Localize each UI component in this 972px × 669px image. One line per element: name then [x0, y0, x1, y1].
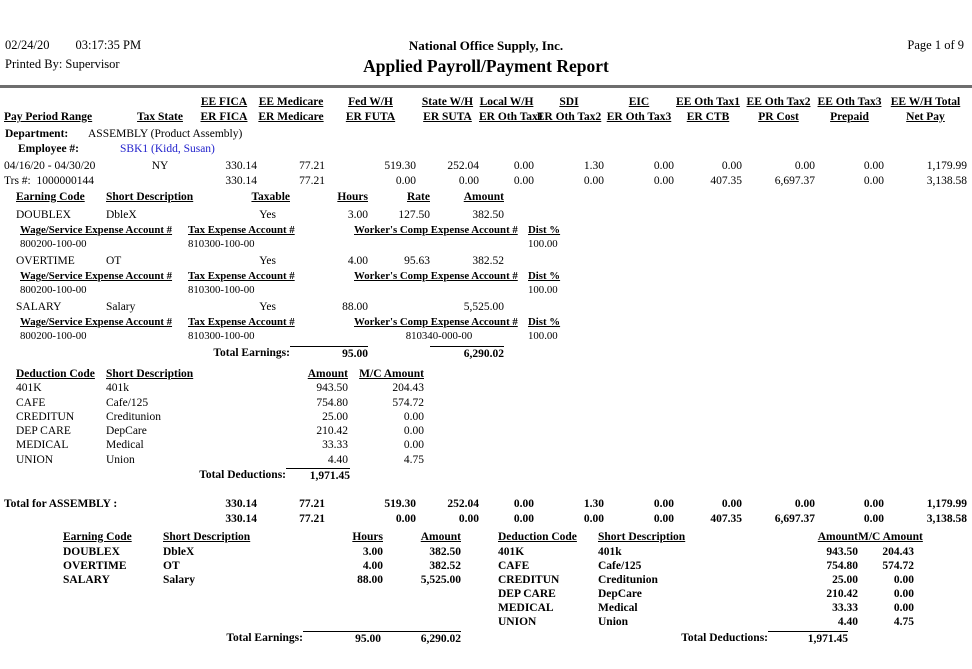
department-row — [0, 127, 972, 142]
summary-col-header: M/C Amount — [858, 531, 923, 544]
account-header-row — [20, 315, 972, 329]
summary-deduction-row — [498, 559, 914, 573]
total-earnings-amount: 6,290.02 — [430, 346, 504, 362]
earning-hours: 88.00 — [342, 301, 368, 313]
earning-group — [0, 300, 972, 343]
earning-code: OVERTIME — [16, 255, 75, 267]
summary-deduction-cell: 401K — [498, 546, 525, 559]
department-total-value: 0.00 — [653, 498, 674, 511]
earning-amount: 382.52 — [472, 255, 504, 267]
summary-earning-cell: OT — [163, 560, 180, 573]
tax-expense-account: 810300-100-00 — [188, 330, 255, 342]
summary-deduction-cell: 401k — [598, 546, 622, 559]
report-time: 03:17:35 PM — [75, 38, 142, 52]
department-label: Department: — [5, 128, 69, 140]
wage-expense-account: 800200-100-00 — [20, 330, 87, 342]
summary-earning-cell: 5,525.00 — [420, 574, 461, 587]
summary-total-earnings-hours: 95.00 — [303, 631, 381, 647]
tax-value: 330.14 — [225, 175, 257, 187]
summary-deduction-row — [498, 601, 914, 615]
deduction-code: MEDICAL — [16, 439, 69, 452]
summary-deduction-cell: 25.00 — [832, 574, 858, 587]
workers-comp-account-header: Worker's Comp Expense Account # — [354, 316, 518, 328]
short-description-header: Short Description — [106, 368, 194, 380]
summary-earnings-table — [63, 530, 461, 629]
summary-deduction-cell: CAFE — [498, 560, 530, 573]
tax-col-spacer — [129, 95, 191, 110]
tax-col-header: Prepaid — [830, 111, 869, 123]
employee-tax-row — [0, 159, 972, 174]
dist-pct: 100.00 — [528, 238, 558, 250]
dist-pct: 100.00 — [528, 330, 558, 342]
earning-hours: 3.00 — [347, 209, 368, 221]
summary-earning-cell: 88.00 — [357, 574, 383, 587]
hours-header: Hours — [337, 191, 368, 203]
total-earnings-hours: 95.00 — [290, 346, 368, 362]
earning-description: DbleX — [106, 209, 137, 221]
summary-earning-row — [63, 559, 461, 573]
summary-deductions-header — [498, 530, 923, 545]
deductions-header-row — [16, 367, 972, 381]
deduction-mc-amount: 0.00 — [403, 410, 424, 423]
account-header-row — [20, 223, 972, 237]
workers-comp-account-header: Worker's Comp Expense Account # — [354, 270, 518, 282]
deduction-description: Cafe/125 — [106, 396, 149, 409]
tax-value: 0.00 — [583, 175, 604, 187]
wage-expense-account-header: Wage/Service Expense Account # — [20, 224, 173, 236]
summary-col-header: Earning Code — [63, 531, 132, 544]
amount-header: Amount — [463, 191, 504, 203]
summary-earning-cell: SALARY — [63, 574, 110, 587]
tax-col-header: ER FUTA — [345, 111, 396, 123]
summary-deduction-row — [498, 545, 914, 559]
deduction-row — [16, 381, 972, 395]
pay-period-or-trs: 04/16/20 - 04/30/20 — [4, 160, 96, 172]
dist-pct-header: Dist % — [528, 224, 561, 236]
deduction-row — [16, 424, 972, 438]
workers-comp-account: 810340-000-00 — [405, 330, 473, 342]
summary-col-header: Amount — [420, 531, 461, 544]
tax-value: 0.00 — [794, 160, 815, 172]
deduction-amount: 754.80 — [316, 396, 348, 409]
tax-column-headers — [0, 95, 972, 125]
summary-deduction-cell: 204.43 — [882, 546, 914, 559]
earning-row — [16, 208, 972, 223]
earning-code-header: Earning Code — [16, 191, 85, 203]
summary-earnings-header — [63, 530, 461, 545]
tax-col-header: EE Oth Tax2 — [746, 96, 811, 108]
tax-col-spacer — [4, 95, 129, 110]
earning-group — [0, 208, 972, 251]
tax-expense-account: 810300-100-00 — [188, 284, 255, 296]
summary-col-header: Deduction Code — [498, 531, 577, 544]
tax-col-header: SDI — [559, 96, 579, 108]
tax-expense-account-header: Tax Expense Account # — [188, 270, 295, 282]
earning-row — [16, 300, 972, 315]
report-title: Applied Payroll/Payment Report — [363, 56, 609, 76]
tax-expense-account: 810300-100-00 — [188, 238, 255, 250]
tax-col-header: Pay Period Range — [4, 111, 93, 123]
tax-value: 0.00 — [863, 175, 884, 187]
account-value-row — [20, 237, 972, 251]
summary-deduction-cell: 0.00 — [893, 574, 914, 587]
summary-tables — [63, 530, 972, 629]
summary-deduction-row — [498, 587, 914, 601]
tax-col-header: EE FICA — [200, 96, 248, 108]
deduction-mc-amount: 574.72 — [392, 396, 424, 409]
tax-value: 0.00 — [513, 160, 534, 172]
earnings-section — [0, 190, 972, 362]
tax-value: 0.00 — [513, 175, 534, 187]
department-total-value: 0.00 — [395, 513, 416, 526]
page-header — [0, 0, 972, 85]
summary-earning-cell: DOUBLEX — [63, 546, 120, 559]
tax-state — [129, 174, 191, 189]
summary-deduction-cell: DepCare — [598, 588, 642, 601]
summary-deduction-cell: 4.40 — [837, 616, 858, 629]
department-total-value: 0.00 — [863, 498, 884, 511]
department-total-value: 0.00 — [583, 513, 604, 526]
summary-totals-row — [0, 631, 972, 647]
earning-code: SALARY — [16, 301, 62, 313]
tax-value: 0.00 — [458, 175, 479, 187]
employee-tax-row — [0, 174, 972, 189]
mc-amount-header: M/C Amount — [359, 368, 424, 380]
total-deductions-label: Total Deductions: — [199, 469, 286, 482]
header-divider — [0, 85, 972, 88]
summary-earning-cell: 3.00 — [362, 546, 383, 559]
wage-expense-account: 800200-100-00 — [20, 284, 87, 296]
employee-link[interactable]: SBK1 (Kidd, Susan) — [120, 143, 215, 155]
earnings-total-row — [16, 346, 972, 362]
tax-value: 0.00 — [721, 160, 742, 172]
tax-value: 77.21 — [299, 160, 325, 172]
tax-value: 1,179.99 — [926, 160, 967, 172]
dist-pct-header: Dist % — [528, 316, 561, 328]
earnings-header-row — [16, 190, 972, 205]
summary-deduction-cell: 33.33 — [832, 602, 858, 615]
account-header-row — [20, 269, 972, 283]
tax-col-header: Tax State — [137, 111, 183, 123]
deduction-amount: 25.00 — [322, 410, 348, 423]
report-titles — [0, 38, 972, 77]
summary-deduction-cell: Creditunion — [598, 574, 658, 587]
tax-value: 407.35 — [710, 175, 742, 187]
deduction-description: Union — [106, 453, 135, 466]
pay-period-or-trs: Trs #: 1000000144 — [4, 175, 94, 187]
department-total-value: 1.30 — [583, 498, 604, 511]
earning-description: OT — [106, 255, 122, 267]
workers-comp-account — [354, 237, 524, 251]
tax-col-header: ER CTB — [686, 111, 730, 123]
department-summary-section — [0, 530, 972, 647]
deduction-amount: 943.50 — [316, 382, 348, 395]
tax-col-header: ER SUTA — [423, 111, 472, 123]
department-total-value: 77.21 — [299, 498, 325, 511]
employee-number-label: Employee #: — [18, 143, 80, 155]
earning-rate: 95.63 — [404, 255, 430, 267]
total-deductions-amount: 1,971.45 — [286, 468, 350, 484]
earning-row — [16, 254, 972, 269]
department-total-row — [0, 512, 972, 527]
tax-value: 3,138.58 — [926, 175, 967, 187]
summary-deductions-table — [461, 530, 923, 629]
summary-earning-cell: OVERTIME — [63, 560, 127, 573]
department-total-value: 330.14 — [225, 513, 257, 526]
total-earnings-label: Total Earnings: — [213, 347, 290, 359]
department-total-value: 519.30 — [384, 498, 416, 511]
deduction-code: UNION — [16, 453, 54, 466]
tax-value: 0.00 — [653, 175, 674, 187]
deduction-row — [16, 453, 972, 467]
deduction-description: DepCare — [106, 425, 147, 438]
deduction-row — [16, 438, 972, 452]
department-total-value: 3,138.58 — [926, 513, 967, 526]
summary-deduction-cell: 574.72 — [882, 560, 914, 573]
amount-header: Amount — [307, 368, 348, 380]
deduction-mc-amount: 0.00 — [403, 425, 424, 438]
summary-deduction-cell: MEDICAL — [498, 602, 554, 615]
tax-col-header: PR Cost — [758, 111, 799, 123]
summary-earning-cell: 382.50 — [429, 546, 461, 559]
summary-earning-row — [63, 573, 461, 587]
deduction-mc-amount: 0.00 — [403, 439, 424, 452]
deductions-total-row — [16, 468, 972, 484]
tax-expense-account-header: Tax Expense Account # — [188, 316, 295, 328]
department-total-value: 6,697.37 — [774, 513, 815, 526]
dist-pct-header: Dist % — [528, 270, 561, 282]
tax-col-header: ER Oth Tax2 — [536, 111, 602, 123]
employee-tax-rows — [0, 159, 972, 189]
deduction-row — [16, 410, 972, 424]
deduction-code-header: Deduction Code — [16, 368, 95, 380]
summary-col-header: Short Description — [163, 531, 251, 544]
earning-amount: 5,525.00 — [463, 301, 504, 313]
spacer — [368, 346, 430, 362]
wage-expense-account-header: Wage/Service Expense Account # — [20, 316, 173, 328]
summary-deduction-cell: Medical — [598, 602, 638, 615]
summary-deduction-cell: 4.75 — [893, 616, 914, 629]
earning-amount: 382.50 — [472, 209, 504, 221]
employee-row — [0, 142, 972, 157]
deduction-code: CREDITUN — [16, 410, 75, 423]
summary-deduction-cell: 0.00 — [893, 588, 914, 601]
earning-rate — [368, 300, 430, 315]
tax-expense-account-header: Tax Expense Account # — [188, 224, 295, 236]
earning-hours: 4.00 — [347, 255, 368, 267]
deduction-amount: 4.40 — [327, 453, 348, 466]
summary-total-earnings-label: Total Earnings: — [226, 632, 303, 645]
summary-deduction-cell: DEP CARE — [498, 588, 556, 601]
tax-state: NY — [151, 160, 169, 172]
spacer — [4, 512, 191, 527]
tax-col-header: Fed W/H — [348, 96, 393, 108]
tax-col-header: EE Oth Tax1 — [676, 96, 740, 108]
department-total-value: 0.00 — [653, 513, 674, 526]
printed-by-value: Supervisor — [65, 57, 120, 71]
department-total-value: 407.35 — [710, 513, 742, 526]
tax-col-header: ER Medicare — [258, 111, 324, 123]
department-total-value: 252.04 — [447, 498, 479, 511]
tax-value: 77.21 — [299, 175, 325, 187]
account-value-row — [20, 329, 972, 343]
summary-col-header: Amount — [817, 531, 858, 544]
tax-value: 0.00 — [863, 160, 884, 172]
printed-by-label: Printed By: — [5, 57, 63, 71]
tax-col-header: State W/H — [421, 96, 474, 108]
tax-value: 330.14 — [225, 160, 257, 172]
department-total-value: 0.00 — [513, 513, 534, 526]
department-total-value: 330.14 — [225, 498, 257, 511]
account-value-row — [20, 283, 972, 297]
tax-value: 0.00 — [395, 175, 416, 187]
earning-taxable: Yes — [259, 255, 276, 267]
deduction-description: 401k — [106, 382, 129, 395]
summary-total-deductions-amount: 1,971.45 — [768, 631, 848, 647]
summary-earning-cell: 382.52 — [429, 560, 461, 573]
department-total-value: 0.00 — [513, 498, 534, 511]
summary-col-header: Hours — [352, 531, 383, 544]
tax-value: 0.00 — [653, 160, 674, 172]
summary-earning-row — [63, 545, 461, 559]
summary-earning-cell: DbleX — [163, 546, 195, 559]
deduction-code: 401K — [16, 382, 42, 395]
summary-col-header: Short Description — [598, 531, 686, 544]
report-date: 02/24/20 — [5, 38, 50, 52]
tax-value: 1.30 — [583, 160, 604, 172]
deduction-amount: 33.33 — [322, 439, 348, 452]
deduction-amount: 210.42 — [316, 425, 348, 438]
department-total-value: 77.21 — [299, 513, 325, 526]
tax-col-header: EIC — [628, 96, 650, 108]
short-description-header: Short Description — [106, 191, 194, 203]
department-value: ASSEMBLY (Product Assembly) — [88, 128, 243, 140]
department-total-value: 0.00 — [794, 498, 815, 511]
wage-expense-account: 800200-100-00 — [20, 238, 87, 250]
department-total-value: 0.00 — [458, 513, 479, 526]
tax-header-row-2 — [0, 110, 972, 125]
summary-deduction-cell: 210.42 — [826, 588, 858, 601]
summary-deduction-cell: 754.80 — [826, 560, 858, 573]
rate-header: Rate — [407, 191, 430, 203]
summary-earning-cell: 4.00 — [362, 560, 383, 573]
earning-rate: 127.50 — [398, 209, 430, 221]
workers-comp-account-header: Worker's Comp Expense Account # — [354, 224, 518, 236]
summary-deduction-cell: Union — [598, 616, 629, 629]
page-number: Page 1 of 9 — [907, 38, 964, 52]
summary-deduction-row — [498, 573, 914, 587]
wage-expense-account-header: Wage/Service Expense Account # — [20, 270, 173, 282]
tax-col-header: ER Oth Tax1 — [479, 111, 544, 123]
earning-group — [0, 254, 972, 297]
tax-value: 252.04 — [447, 160, 479, 172]
earning-taxable: Yes — [259, 301, 276, 313]
deduction-description: Medical — [106, 439, 144, 452]
company-name: National Office Supply, Inc. — [408, 38, 564, 53]
summary-deduction-cell: UNION — [498, 616, 537, 629]
deduction-code: CAFE — [16, 396, 46, 409]
taxable-header: Taxable — [251, 191, 290, 203]
deduction-mc-amount: 4.75 — [403, 453, 424, 466]
earning-description: Salary — [106, 301, 136, 313]
tax-col-header: EE W/H Total — [890, 96, 961, 108]
department-total-value: 0.00 — [721, 498, 742, 511]
summary-deduction-cell: 0.00 — [893, 602, 914, 615]
summary-earning-cell: Salary — [163, 574, 195, 587]
workers-comp-account — [354, 283, 524, 297]
summary-deduction-row — [498, 615, 914, 629]
department-total-section — [0, 497, 972, 527]
deduction-row — [16, 396, 972, 410]
department-total-value: 1,179.99 — [926, 498, 967, 511]
tax-header-row-1 — [0, 95, 972, 110]
department-total-value: 0.00 — [863, 513, 884, 526]
deduction-code: DEP CARE — [16, 425, 71, 438]
summary-deduction-cell: Cafe/125 — [598, 560, 642, 573]
tax-col-header: Net Pay — [906, 111, 945, 123]
tax-col-header: ER FICA — [200, 111, 248, 123]
dist-pct: 100.00 — [528, 284, 558, 296]
deduction-mc-amount: 204.43 — [392, 382, 424, 395]
department-total-label: Total for ASSEMBLY : — [4, 498, 118, 511]
tax-value: 519.30 — [384, 160, 416, 172]
summary-total-deductions-label: Total Deductions: — [681, 632, 768, 645]
summary-deduction-cell: 943.50 — [826, 546, 858, 559]
deductions-section — [0, 367, 972, 484]
department-total-row — [0, 497, 972, 512]
tax-col-header: ER Oth Tax3 — [606, 111, 672, 123]
tax-col-header: Local W/H — [479, 96, 534, 108]
deduction-description: Creditunion — [106, 410, 161, 423]
earning-taxable: Yes — [259, 209, 276, 221]
summary-deduction-cell: CREDITUN — [498, 574, 560, 587]
tax-value: 6,697.37 — [774, 175, 815, 187]
tax-col-header: EE Medicare — [258, 96, 324, 108]
summary-total-earnings-amount: 6,290.02 — [381, 631, 461, 647]
earning-code: DOUBLEX — [16, 209, 71, 221]
tax-col-header: EE Oth Tax3 — [817, 96, 882, 108]
